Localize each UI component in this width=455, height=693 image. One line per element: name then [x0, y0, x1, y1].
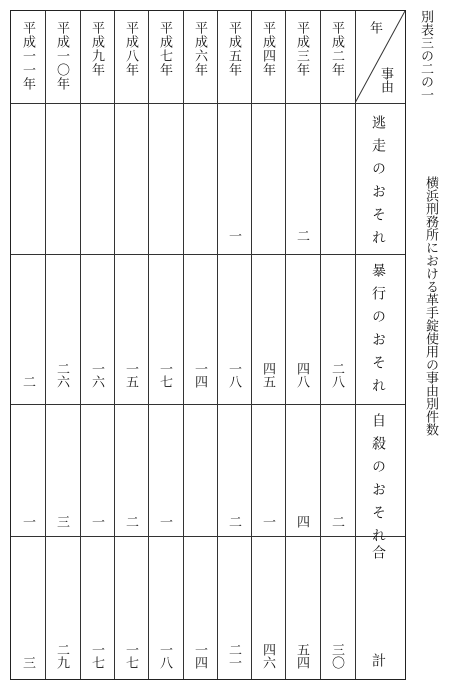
year-header: 平成一一年: [20, 21, 35, 91]
table-cell: 一六: [89, 362, 104, 388]
table-cell: 一: [89, 515, 104, 528]
table-cell: 一: [260, 515, 275, 528]
table-cell: 一七: [157, 362, 172, 388]
year-header: 平成八年: [123, 21, 138, 77]
table-cell: 二: [329, 515, 344, 528]
table-cell: 三: [20, 656, 35, 669]
table-cell: 一七: [123, 643, 138, 669]
year-header: 平成三年: [294, 21, 309, 77]
year-header: 平成七年: [157, 21, 172, 77]
table-cell: 三〇: [329, 643, 344, 669]
statistics-table: [10, 10, 406, 680]
table-cell: 二: [123, 515, 138, 528]
row-label-escape: 逃走のおそれ: [370, 115, 386, 253]
table-cell: 一七: [89, 643, 104, 669]
table-cell: 一四: [192, 643, 207, 669]
header-reason-label: 事由: [378, 67, 393, 93]
row-label-total-top: 合: [370, 545, 386, 568]
table-cell: 一: [226, 229, 241, 242]
table-cell: 五四: [294, 643, 309, 669]
table-cell: 一八: [226, 362, 241, 388]
year-header: 平成四年: [260, 21, 275, 77]
table-cell: 二八: [329, 362, 344, 388]
table-cell: 二: [226, 515, 241, 528]
table-title: 横浜刑務所における革手錠使用の事由別件数: [423, 176, 438, 436]
table-cell: 一: [157, 515, 172, 528]
table-cell: 二: [20, 375, 35, 388]
year-header: 平成二年: [329, 21, 344, 77]
year-header: 平成五年: [226, 21, 241, 77]
table-cell: 四: [294, 515, 309, 528]
table-cell: 四八: [294, 362, 309, 388]
table-cell: 三: [54, 515, 69, 528]
table-cell: 一四: [192, 362, 207, 388]
year-header: 平成九年: [89, 21, 104, 77]
table-cell: 一八: [157, 643, 172, 669]
table-cell: 一: [20, 515, 35, 528]
year-header: 平成六年: [192, 21, 207, 77]
table-cell: 二九: [54, 643, 69, 669]
table-cell: 二: [294, 229, 309, 242]
year-header: 平成一〇年: [54, 21, 69, 91]
row-label-violence: 暴行のおそれ: [370, 263, 386, 401]
table-cell: 四五: [260, 362, 275, 388]
table-cell: 二一: [226, 643, 241, 669]
table-cell: 一五: [123, 362, 138, 388]
table-number-label: 別表三の二の一: [418, 10, 433, 101]
row-label-suicide: 自殺のおそれ: [370, 413, 386, 551]
table-cell: 二六: [54, 362, 69, 388]
row-label-total-bottom: 計: [370, 653, 386, 676]
header-year-label: 年: [367, 21, 382, 34]
table-cell: 四六: [260, 643, 275, 669]
